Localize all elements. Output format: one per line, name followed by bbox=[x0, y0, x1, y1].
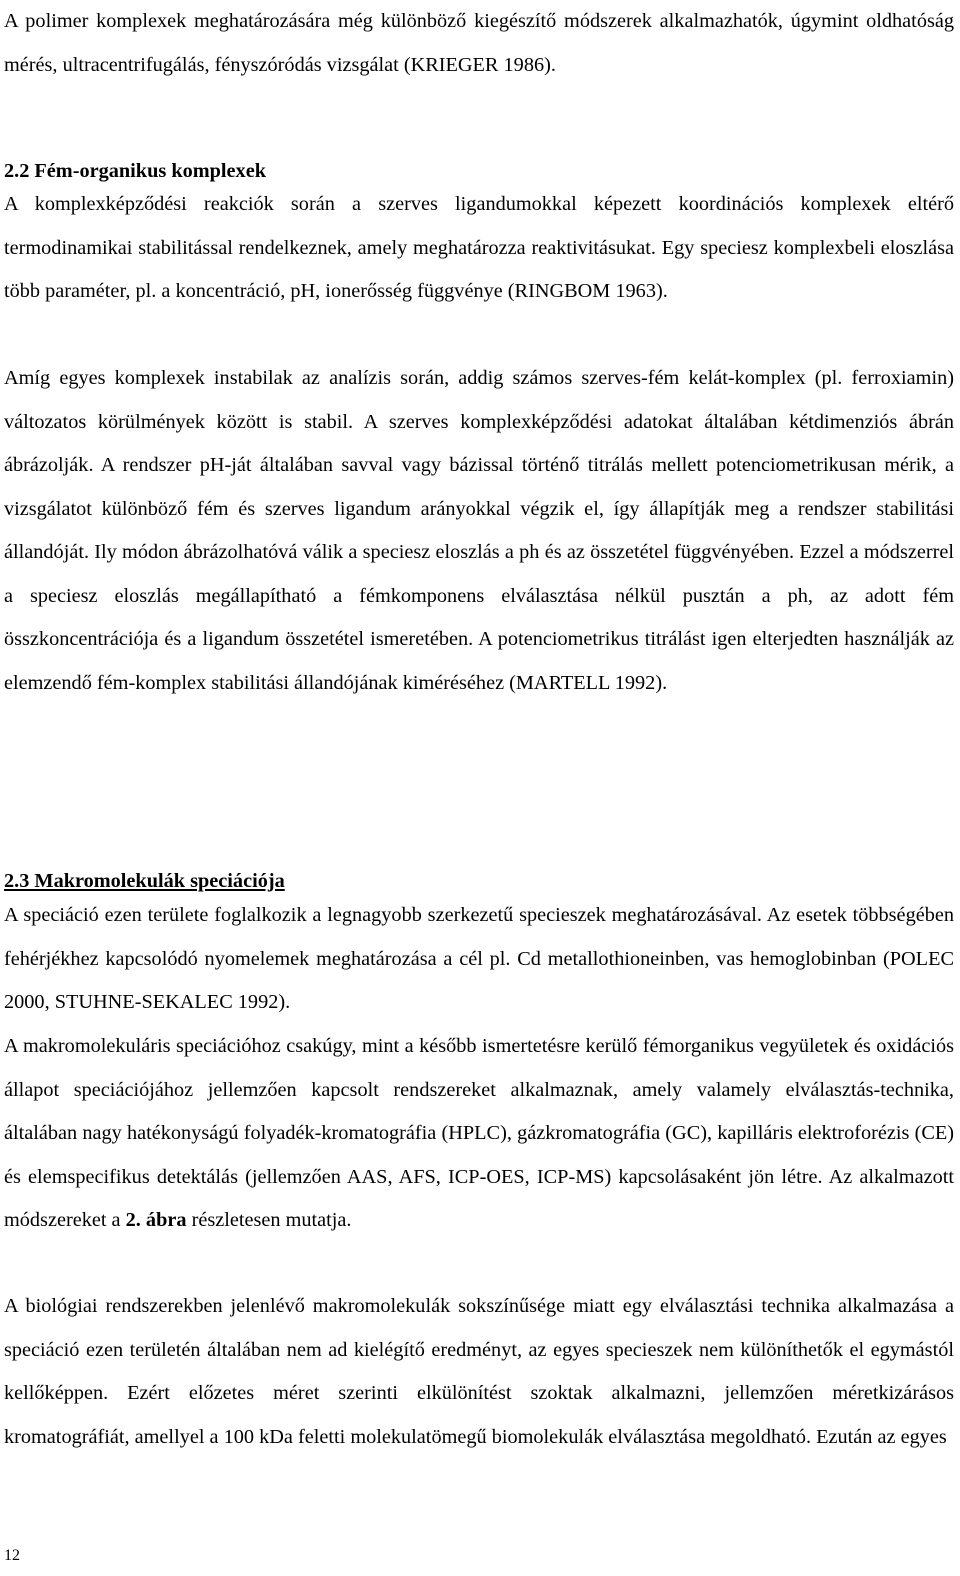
section-2-3-heading: 2.3 Makromolekulák speciációja bbox=[4, 870, 285, 892]
section-2-3-paragraph-2 bbox=[4, 1025, 954, 1243]
section-2-2-paragraph-2: Amíg egyes komplexek instabilak az analízis során, addig számos szerves-fém kelát-komplex (pl. ferroxiamin) változatos körülmények között is stabil. A szerves komplexképződési adatokat általában kétdimenziós ábrán ábrázolják. A rendszer pH-ját általában savval vagy bázissal történő titrálás mellett potenciometrikusan mérik, a vizsgálatot különböző fém és szerves ligandum arányokkal végzik el, így állapítják meg a rendszer stabilitási állandóját. Ily módon ábrázolhatóvá válik a speciesz eloszlás a ph és az összetétel függvényében. Ezzel a módszerrel a speciesz eloszlás megállapítható a fémkomponens elválasztása nélkül pusztán a ph, az adott fém összkoncentrációja és a ligandum összetétel ismeretében. A potenciometrikus titrálást igen elterjedten használják az elemzendő fém-komplex stabilitási állandójának kiméréséhez (MARTELL 1992). bbox=[4, 367, 954, 694]
section-2-3-paragraph-3: A biológiai rendszerekben jelenlévő makromolekulák sokszínűsége miatt egy elválasztási technika alkalmazása a speciáció ezen területén általában nem ad kielégítő eredményt, az egyes specieszek nem különíthetők el egymástól kellőképpen. Ezért előzetes méret szerinti elkülönítést szoktak alkalmazni, jellemzően méretkizárásos kromatográfiát, amellyel a 100 kDa feletti molekulatömegű biomolekulák elválasztása megoldható. Ezután az egyes bbox=[4, 1295, 954, 1448]
section-2-3-paragraph-2-text: A makromolekuláris speciációhoz csakúgy, mint a később ismertetésre kerülő fémorganikus vegyületek és oxidációs állapot speciációjához jellemzően kapcsolt rendszereket alkalmaznak, amely valamely elválasztás-technika, általában nagy hatékonyságú folyadék-kromatográfia (HPLC), gázkromatográfia (GC), kapilláris elektroforézis (CE) és elemspecifikus detektálás (jellemzően AAS, AFS, ICP-OES, ICP-MS) kapcsolásaként jön létre. Az alkalmazott módszereket a bbox=[4, 1035, 954, 1231]
section-2-3-paragraph-1: A speciáció ezen területe foglalkozik a legnagyobb szerkezetű specieszek meghatározásával. Az esetek többségében fehérjékhez kapcsolódó nyomelemek meghatározása a cél pl. Cd metallothioneinben, vas hemoglobinban (POLEC 2000, STUHNE-SEKALEC 1992). bbox=[4, 904, 954, 1013]
figure-reference: 2. ábra bbox=[125, 1209, 187, 1231]
intro-paragraph: A polimer komplexek meghatározására még különböző kiegészítő módszerek alkalmazhatók, úgymint oldhatóság mérés, ultracentrifugálás, fényszóródás vizsgálat (KRIEGER 1986). bbox=[4, 10, 954, 76]
section-2-3-paragraph-2-end: részletesen mutatja. bbox=[191, 1209, 352, 1231]
page-number: 12 bbox=[4, 1547, 20, 1564]
section-2-2-heading: 2.2 Fém-organikus komplexek bbox=[4, 160, 266, 182]
section-2-2-paragraph-1: A komplexképződési reakciók során a szerves ligandumokkal képezett koordinációs komplexek eltérő termodinamikai stabilitással rendelkeznek, amely meghatározza reaktivitásukat. Egy speciesz komplexbeli eloszlása több paraméter, pl. a koncentráció, pH, ionerősség függvénye (RINGBOM 1963). bbox=[4, 193, 954, 302]
